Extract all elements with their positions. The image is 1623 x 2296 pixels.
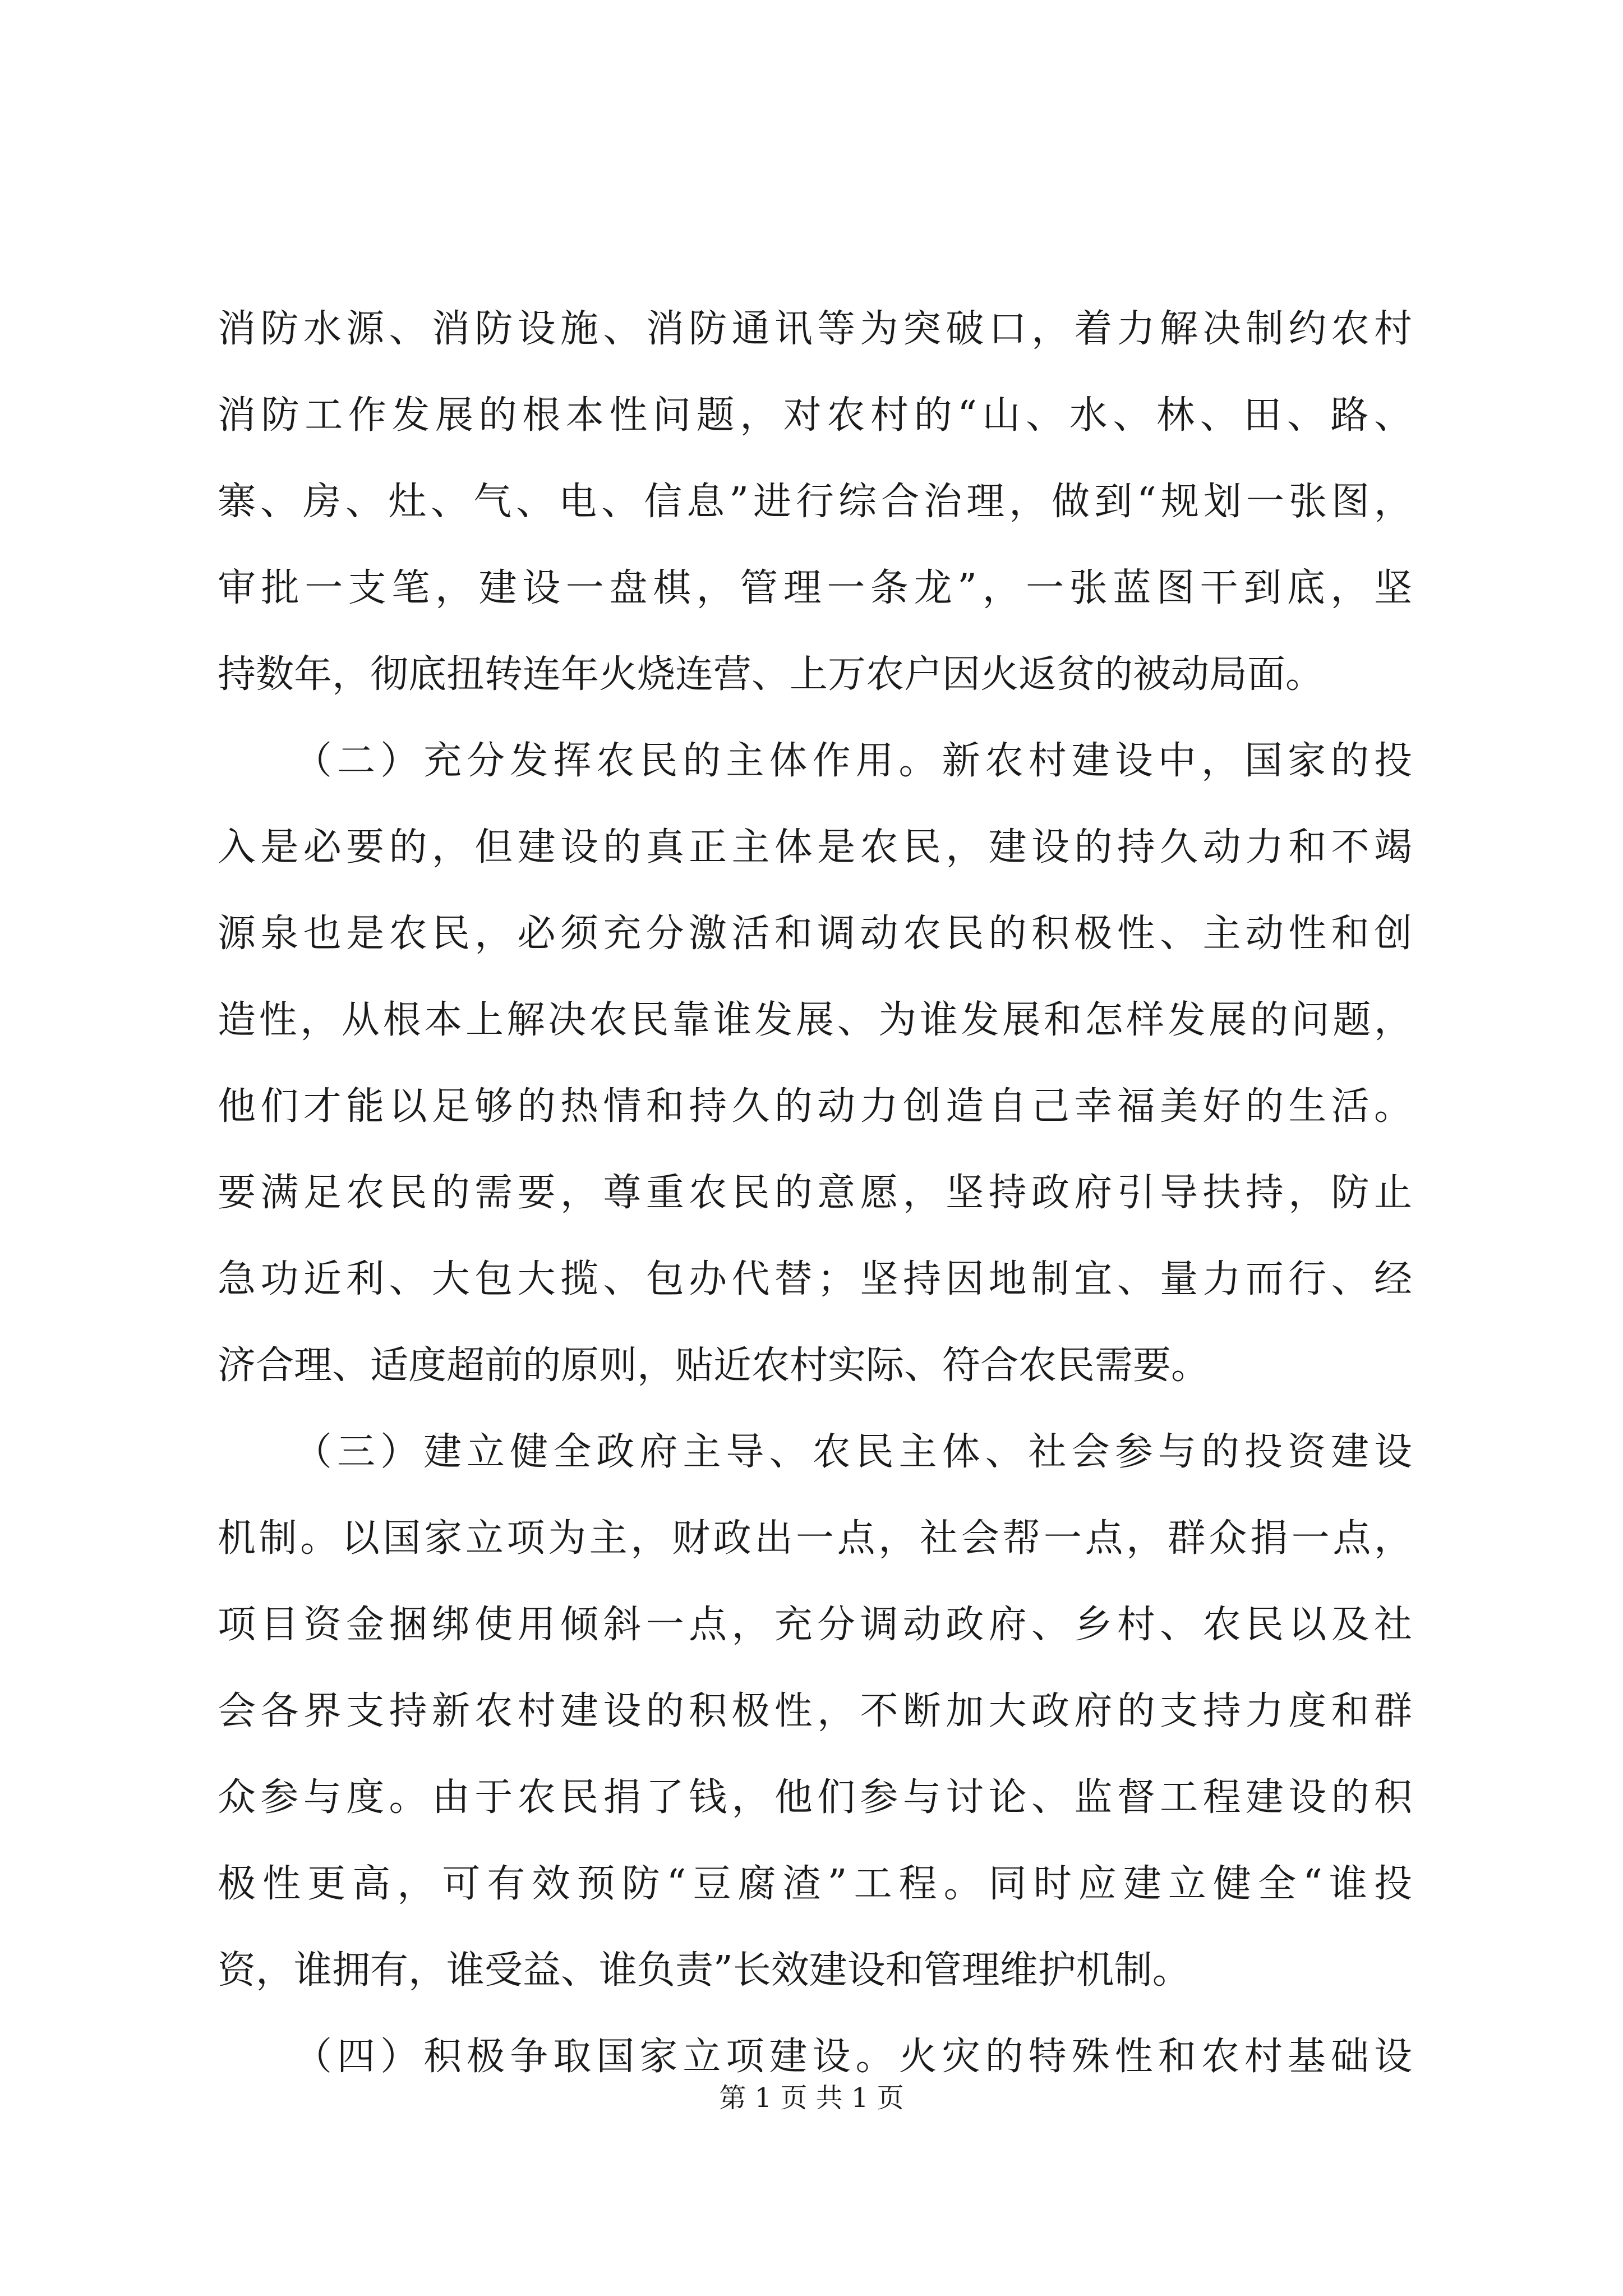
- text-line: 机制。以国家立项为主，财政出一点，社会帮一点，群众捐一点，: [218, 1516, 1412, 1561]
- text-line: 审批一支笔，建设一盘棋，管理一条龙”，一张蓝图干到底，坚: [218, 566, 1412, 610]
- text-line: 消防工作发展的根本性问题，对农村的“山、水、林、田、路、: [218, 393, 1412, 438]
- text-line: 资，谁拥有，谁受益、谁负责”长效建设和管理维护机制。: [218, 1948, 1191, 1993]
- text-line: 消防水源、消防设施、消防通讯等为突破口，着力解决制约农村: [218, 307, 1412, 351]
- text-line: 造性，从根本上解决农民靠谁发展、为谁发展和怎样发展的问题，: [218, 998, 1412, 1042]
- text-line: 极性更高，可有效预防“豆腐渣”工程。同时应建立健全“谁投: [218, 1862, 1412, 1906]
- text-line: 入是必要的，但建设的真正主体是农民，建设的持久动力和不竭: [218, 825, 1412, 869]
- page-number-footer: 第 1 页 共 1 页: [719, 2082, 904, 2114]
- paragraph-heading-line: （二）充分发挥农民的主体作用。新农村建设中，国家的投: [294, 739, 1412, 783]
- paragraph-heading-line: （四）积极争取国家立项建设。火灾的特殊性和农村基础设: [294, 2035, 1412, 2079]
- text-line: 急功近利、大包大揽、包办代替；坚持因地制宜、量力而行、经: [218, 1257, 1412, 1301]
- text-line: 持数年，彻底扭转连年火烧连营、上万农户因火返贫的被动局面。: [218, 652, 1324, 697]
- text-line: 项目资金捆绑使用倾斜一点，充分调动政府、乡村、农民以及社: [218, 1603, 1412, 1647]
- paragraph-heading-line: （三）建立健全政府主导、农民主体、社会参与的投资建设: [294, 1430, 1412, 1474]
- text-line: 他们才能以足够的热情和持久的动力创造自己幸福美好的生活。: [218, 1084, 1412, 1129]
- text-line: 寨、房、灶、气、电、信息”进行综合治理，做到“规划一张图，: [218, 480, 1412, 524]
- body-text: [218, 286, 1412, 2100]
- text-line: 源泉也是农民，必须充分激活和调动农民的积极性、主动性和创: [218, 912, 1412, 956]
- text-line: 济合理、适度超前的原则，贴近农村实际、符合农民需要。: [218, 1343, 1210, 1388]
- text-line: 会各界支持新农村建设的积极性，不断加大政府的支持力度和群: [218, 1689, 1412, 1733]
- text-line: 众参与度。由于农民捐了钱，他们参与讨论、监督工程建设的积: [218, 1775, 1412, 1820]
- text-line: 要满足农民的需要，尊重农民的意愿，坚持政府引导扶持，防止: [218, 1171, 1412, 1215]
